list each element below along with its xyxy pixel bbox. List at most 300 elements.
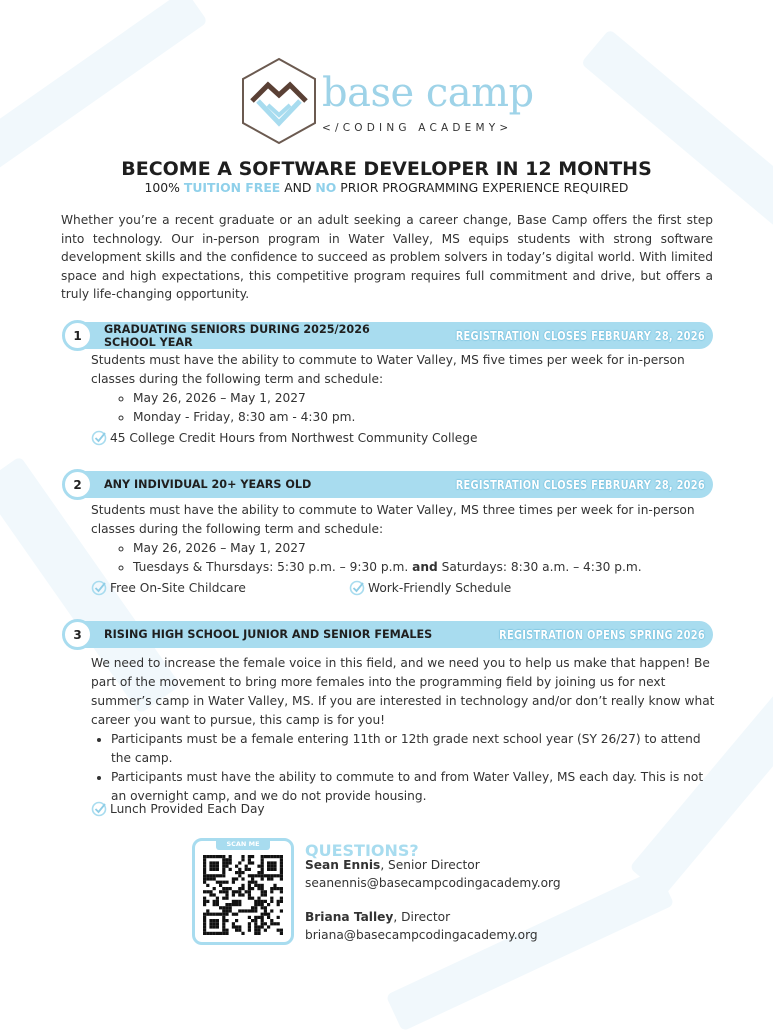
qr-module — [257, 900, 260, 903]
qr-module — [248, 858, 251, 861]
qr-module — [203, 903, 206, 906]
qr-module — [206, 932, 209, 935]
qr-module — [261, 906, 264, 909]
qr-module — [264, 906, 267, 909]
qr-module — [248, 868, 251, 871]
qr-module — [213, 925, 216, 928]
qr-module — [251, 877, 254, 880]
qr-module — [222, 925, 225, 928]
registration-deadline: REGISTRATION CLOSES FEBRUARY 28, 2026 — [455, 477, 705, 492]
qr-module — [222, 919, 225, 922]
subtitle: 100% TUITION FREE AND NO PRIOR PROGRAMMING EXPERIENCE REQUIRED — [144, 180, 629, 195]
qr-module — [273, 884, 276, 887]
section-1-body: Students must have the ability to commute to Water Valley, MS five times per week for in-person classes during the following term and schedule: ◦ May 26, 2026 – May 1, 2027 ◦ Monday - Friday, 8:30 am - 4:30 pm. — [91, 351, 716, 427]
qr-module — [219, 913, 222, 916]
qr-module — [277, 916, 280, 919]
qr-module — [203, 874, 206, 877]
qr-module — [232, 900, 235, 903]
qr-module — [209, 865, 212, 868]
qr-module — [248, 887, 251, 890]
qr-module — [219, 890, 222, 893]
qr-module — [241, 855, 244, 858]
registration-deadline: REGISTRATION CLOSES FEBRUARY 28, 2026 — [455, 328, 705, 343]
qr-module — [261, 871, 264, 874]
qr-module — [222, 887, 225, 890]
qr-module — [254, 916, 257, 919]
qr-module — [216, 874, 219, 877]
qr-module — [277, 922, 280, 925]
qr-module — [264, 929, 267, 932]
qr-module — [270, 890, 273, 893]
qr-module — [248, 897, 251, 900]
qr-module — [203, 871, 206, 874]
qr-module — [248, 916, 251, 919]
qr-module — [267, 874, 270, 877]
qr-module — [229, 906, 232, 909]
qr-module — [261, 922, 264, 925]
qr-module — [257, 897, 260, 900]
qr-module — [254, 874, 257, 877]
qr-module — [248, 909, 251, 912]
qr-module — [222, 916, 225, 919]
qr-module — [209, 922, 212, 925]
qr-module — [267, 877, 270, 880]
qr-module — [213, 868, 216, 871]
qr-module — [270, 855, 273, 858]
qr-module — [241, 932, 244, 935]
qr-module — [254, 922, 257, 925]
qr-module — [235, 865, 238, 868]
qr-module — [264, 922, 267, 925]
qr-code-icon[interactable] — [203, 855, 283, 935]
qr-module — [280, 890, 283, 893]
section-number: 2 — [62, 469, 93, 500]
qr-module — [229, 887, 232, 890]
qr-module — [213, 922, 216, 925]
qr-module — [216, 855, 219, 858]
qr-module — [273, 874, 276, 877]
qr-module — [222, 913, 225, 916]
qr-module — [232, 925, 235, 928]
qr-module — [203, 900, 206, 903]
qr-module — [219, 874, 222, 877]
qr-module — [209, 932, 212, 935]
qr-module — [219, 932, 222, 935]
qr-module — [235, 890, 238, 893]
qr-module — [203, 890, 206, 893]
qr-module — [254, 929, 257, 932]
qr-module — [257, 887, 260, 890]
page-title: BECOME A SOFTWARE DEVELOPER IN 12 MONTHS — [121, 158, 652, 180]
perk-item: Work-Friendly Schedule — [349, 580, 511, 596]
qr-module — [280, 932, 283, 935]
qr-module — [248, 861, 251, 864]
qr-module — [251, 909, 254, 912]
qr-module — [257, 865, 260, 868]
qr-module — [254, 903, 257, 906]
qr-module — [241, 887, 244, 890]
qr-module — [270, 897, 273, 900]
questions-heading: QUESTIONS? — [305, 841, 419, 860]
scan-me-label: SCAN ME — [216, 838, 270, 850]
qr-module — [235, 929, 238, 932]
contact-email[interactable]: seanennis@basecampcodingacademy.org — [305, 876, 561, 890]
qr-module — [261, 916, 264, 919]
qr-module — [216, 868, 219, 871]
qr-module — [248, 855, 251, 858]
qr-module — [222, 906, 225, 909]
qr-module — [203, 858, 206, 861]
qr-module — [222, 871, 225, 874]
qr-module — [229, 903, 232, 906]
qr-module — [238, 893, 241, 896]
qr-module — [270, 887, 273, 890]
qr-module — [264, 855, 267, 858]
qr-module — [216, 903, 219, 906]
qr-module — [225, 865, 228, 868]
qr-module — [238, 871, 241, 874]
qr-module — [245, 868, 248, 871]
qr-module — [280, 909, 283, 912]
qr-module — [225, 919, 228, 922]
qr-module — [225, 903, 228, 906]
qr-module — [238, 861, 241, 864]
qr-module — [248, 890, 251, 893]
qr-module — [257, 874, 260, 877]
qr-module — [254, 932, 257, 935]
qr-module — [222, 858, 225, 861]
qr-module — [213, 877, 216, 880]
qr-module — [273, 887, 276, 890]
perk-item: Free On-Site Childcare — [91, 580, 246, 596]
qr-module — [232, 877, 235, 880]
qr-module — [203, 865, 206, 868]
qr-module — [257, 884, 260, 887]
brand-name: base camp — [322, 70, 534, 116]
qr-module — [257, 929, 260, 932]
check-icon — [91, 580, 107, 596]
qr-module — [267, 925, 270, 928]
qr-module — [225, 909, 228, 912]
qr-module — [203, 877, 206, 880]
qr-module — [235, 913, 238, 916]
qr-module — [245, 890, 248, 893]
qr-module — [248, 925, 251, 928]
qr-module — [225, 906, 228, 909]
qr-module — [222, 868, 225, 871]
qr-module — [222, 929, 225, 932]
qr-module — [216, 861, 219, 864]
qr-module — [251, 881, 254, 884]
qr-module — [261, 858, 264, 861]
qr-module — [254, 881, 257, 884]
qr-module — [203, 861, 206, 864]
qr-module — [216, 865, 219, 868]
qr-module — [257, 903, 260, 906]
qr-module — [238, 874, 241, 877]
qr-module — [235, 903, 238, 906]
qr-module — [241, 909, 244, 912]
qr-module — [225, 858, 228, 861]
qr-module — [254, 909, 257, 912]
qr-module — [232, 922, 235, 925]
qr-module — [261, 884, 264, 887]
qr-module — [257, 932, 260, 935]
registration-date: REGISTRATION OPENS SPRING 2026 — [499, 627, 705, 642]
qr-module — [219, 855, 222, 858]
qr-module — [248, 874, 251, 877]
qr-module — [235, 900, 238, 903]
qr-module — [280, 900, 283, 903]
qr-module — [261, 925, 264, 928]
qr-module — [270, 868, 273, 871]
qr-module — [261, 900, 264, 903]
qr-module — [261, 890, 264, 893]
qr-module — [277, 929, 280, 932]
qr-module — [245, 909, 248, 912]
qr-module — [273, 865, 276, 868]
qr-module — [206, 890, 209, 893]
qr-module — [280, 874, 283, 877]
qr-module — [209, 855, 212, 858]
qr-module — [225, 893, 228, 896]
qr-module — [225, 861, 228, 864]
qr-module — [277, 874, 280, 877]
section-number: 3 — [62, 619, 93, 650]
section-2-body: Students must have the ability to commute to Water Valley, MS three times per week for in-person classes during the following term and schedule: ◦ May 26, 2026 – May 1, 2027 ◦ Tuesdays & Thursdays: 5:30 p.m. – 9:30 p.m. and Saturdays: 8:30 a.m. – 4:30 p.m. — [91, 501, 716, 577]
check-icon — [91, 430, 107, 446]
qr-module — [248, 881, 251, 884]
qr-module — [213, 900, 216, 903]
qr-module — [251, 897, 254, 900]
qr-module — [222, 890, 225, 893]
qr-module — [264, 913, 267, 916]
qr-module — [261, 887, 264, 890]
qr-module — [216, 932, 219, 935]
qr-module — [209, 925, 212, 928]
qr-module — [219, 881, 222, 884]
qr-module — [216, 922, 219, 925]
qr-module — [280, 897, 283, 900]
qr-module — [267, 861, 270, 864]
qr-module — [280, 861, 283, 864]
qr-module — [232, 881, 235, 884]
qr-module — [213, 932, 216, 935]
qr-module — [248, 929, 251, 932]
qr-module — [254, 925, 257, 928]
qr-module — [280, 868, 283, 871]
qr-module — [232, 903, 235, 906]
brand-tagline: </CODING ACADEMY> — [322, 122, 513, 134]
qr-module — [222, 932, 225, 935]
qr-module — [203, 881, 206, 884]
qr-module — [209, 919, 212, 922]
qr-module — [251, 874, 254, 877]
qr-module — [203, 897, 206, 900]
qr-module — [277, 887, 280, 890]
qr-module — [225, 881, 228, 884]
qr-module — [203, 868, 206, 871]
qr-module — [216, 919, 219, 922]
intro-paragraph: Whether you’re a recent graduate or an adult seeking a career change, Base Camp offers the first step into technology. Our in-person program in Water Valley, MS equips students with strong software development skills and the confidence to succeed as problem solvers in today’s digital world. With limited space and high expectations, this competitive program requires full commitment and drive, but offers a truly life-changing opportunity. — [61, 213, 713, 302]
qr-module — [257, 916, 260, 919]
qr-module — [280, 865, 283, 868]
qr-module — [267, 916, 270, 919]
qr-module — [225, 897, 228, 900]
qr-module — [222, 922, 225, 925]
qr-module — [222, 909, 225, 912]
qr-module — [254, 906, 257, 909]
qr-module — [264, 909, 267, 912]
qr-module — [225, 890, 228, 893]
qr-module — [203, 919, 206, 922]
qr-module — [280, 887, 283, 890]
contact-email[interactable]: briana@basecampcodingacademy.org — [305, 928, 538, 942]
qr-module — [267, 868, 270, 871]
qr-module — [270, 900, 273, 903]
qr-module — [209, 893, 212, 896]
qr-module — [241, 877, 244, 880]
qr-module — [280, 858, 283, 861]
qr-module — [203, 913, 206, 916]
qr-module — [222, 881, 225, 884]
qr-module — [209, 877, 212, 880]
qr-module — [251, 906, 254, 909]
qr-module — [270, 865, 273, 868]
qr-module — [261, 893, 264, 896]
qr-module — [273, 855, 276, 858]
qr-module — [216, 900, 219, 903]
qr-module — [264, 893, 267, 896]
qr-module — [238, 925, 241, 928]
qr-module — [241, 858, 244, 861]
qr-module — [267, 913, 270, 916]
qr-module — [216, 881, 219, 884]
qr-module — [251, 919, 254, 922]
qr-module — [238, 868, 241, 871]
qr-module — [261, 919, 264, 922]
qr-module — [229, 861, 232, 864]
qr-module — [222, 874, 225, 877]
qr-module — [251, 887, 254, 890]
qr-module — [261, 861, 264, 864]
qr-module — [280, 855, 283, 858]
qr-module — [261, 865, 264, 868]
qr-module — [213, 865, 216, 868]
qr-module — [213, 903, 216, 906]
qr-module — [254, 884, 257, 887]
qr-module — [225, 929, 228, 932]
qr-module — [213, 887, 216, 890]
qr-module — [261, 903, 264, 906]
qr-module — [206, 909, 209, 912]
qr-module — [261, 913, 264, 916]
qr-module — [264, 890, 267, 893]
qr-module — [280, 871, 283, 874]
qr-module — [280, 929, 283, 932]
section-number: 1 — [62, 320, 93, 351]
qr-module — [245, 865, 248, 868]
qr-module — [270, 922, 273, 925]
qr-module — [213, 855, 216, 858]
qr-module — [235, 925, 238, 928]
qr-module — [257, 925, 260, 928]
qr-module — [216, 897, 219, 900]
qr-module — [203, 929, 206, 932]
qr-module — [213, 874, 216, 877]
qr-module — [206, 900, 209, 903]
check-icon — [91, 801, 107, 817]
qr-module — [273, 922, 276, 925]
qr-module — [203, 932, 206, 935]
qr-module — [229, 855, 232, 858]
qr-module — [248, 893, 251, 896]
qr-module — [209, 868, 212, 871]
qr-module — [235, 919, 238, 922]
qr-module — [241, 884, 244, 887]
perk-item: Lunch Provided Each Day — [91, 801, 265, 817]
qr-module — [270, 874, 273, 877]
qr-module — [267, 903, 270, 906]
qr-module — [261, 868, 264, 871]
qr-module — [213, 919, 216, 922]
qr-module — [277, 855, 280, 858]
qr-module — [219, 884, 222, 887]
qr-module — [222, 861, 225, 864]
qr-module — [257, 871, 260, 874]
qr-module — [222, 855, 225, 858]
qr-module — [209, 890, 212, 893]
qr-module — [209, 913, 212, 916]
qr-module — [254, 919, 257, 922]
qr-module — [267, 855, 270, 858]
qr-module — [203, 925, 206, 928]
section-2-banner: ANY INDIVIDUAL 20+ YEARS OLD REGISTRATION CLOSES FEBRUARY 28, 2026 — [74, 471, 713, 498]
qr-module — [241, 893, 244, 896]
section-3-banner: RISING HIGH SCHOOL JUNIOR AND SENIOR FEMALES REGISTRATION OPENS SPRING 2026 — [74, 621, 713, 648]
qr-module — [270, 919, 273, 922]
check-icon — [349, 580, 365, 596]
qr-module — [229, 909, 232, 912]
qr-module — [273, 861, 276, 864]
qr-module — [216, 913, 219, 916]
qr-module — [241, 871, 244, 874]
qr-module — [261, 855, 264, 858]
qr-module — [273, 868, 276, 871]
qr-module — [280, 877, 283, 880]
perk-item: 45 College Credit Hours from Northwest Community College — [91, 430, 478, 446]
qr-module — [270, 877, 273, 880]
qr-module — [238, 890, 241, 893]
qr-module — [248, 922, 251, 925]
qr-module — [238, 887, 241, 890]
qr-module — [222, 865, 225, 868]
section-1-banner: GRADUATING SENIORS DURING 2025/2026 SCHOOL YEAR REGISTRATION CLOSES FEBRUARY 28, 2026 — [74, 322, 713, 349]
qr-module — [203, 855, 206, 858]
qr-module — [270, 909, 273, 912]
qr-module — [225, 913, 228, 916]
qr-module — [209, 861, 212, 864]
qr-module — [238, 909, 241, 912]
contact-name: Sean Ennis, Senior Director — [305, 858, 480, 872]
qr-module — [277, 900, 280, 903]
qr-module — [238, 903, 241, 906]
qr-module — [206, 877, 209, 880]
qr-module — [206, 855, 209, 858]
qr-module — [229, 868, 232, 871]
qr-module — [206, 913, 209, 916]
qr-module — [238, 929, 241, 932]
